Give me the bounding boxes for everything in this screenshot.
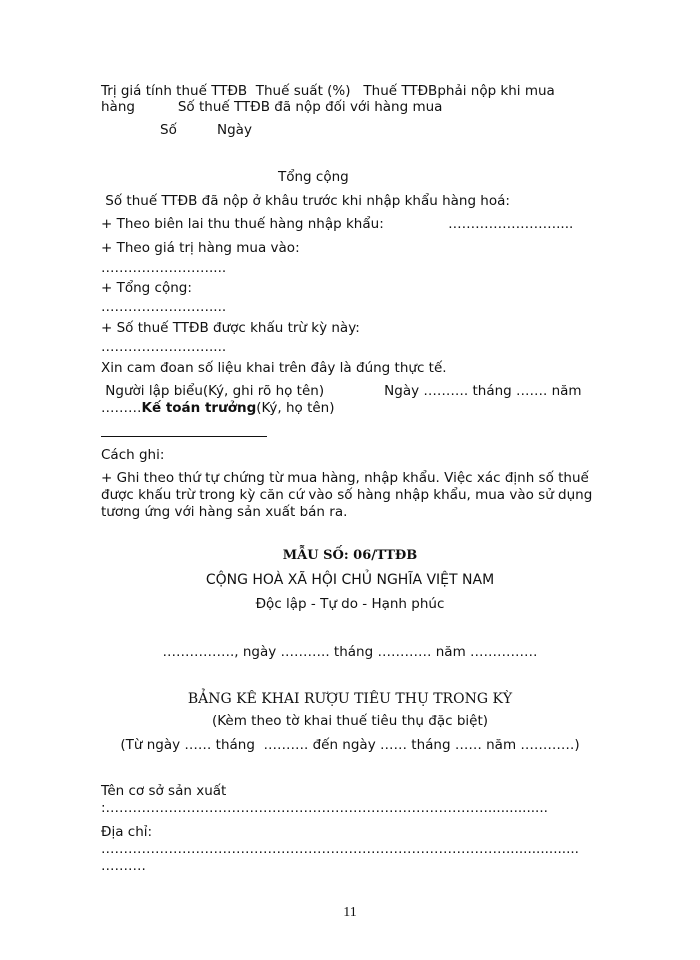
signer-line: Người lập biểu(Ký, ghi rõ họ tên) Ngày ………. tháng ……. năm <box>101 383 582 399</box>
producer-label: Tên cơ sở sản xuất <box>101 783 227 799</box>
address-label: Địa chỉ: <box>101 824 153 840</box>
accountant-line <box>101 400 335 416</box>
period-line: (Từ ngày …… tháng ………. đến ngày …… tháng …… năm …………) <box>120 737 580 753</box>
notes-line-2: được khấu trừ trong kỳ căn cứ vào số hàng nhập khẩu, mua vào sử dụng <box>101 487 593 503</box>
producer-dots: :…………………………………………………………………………............... <box>101 800 548 816</box>
tong-cong-label: Tổng cộng <box>278 169 349 185</box>
notes-line-1: + Ghi theo thứ tự chứng từ mua hàng, nhập khẩu. Việc xác định số thuế <box>101 470 589 486</box>
declaration: Xin cam đoan số liệu khai trên đây là đúng thực tế. <box>101 360 447 376</box>
item-1: + Theo biên lai thu thuế hàng nhập khẩu: …………………….... <box>101 216 574 232</box>
divider <box>101 436 267 437</box>
page-number: 11 <box>343 905 357 920</box>
col-so: Số <box>160 122 177 138</box>
form-code: MẪU SỐ: 06/TTĐB <box>282 548 418 563</box>
header-line-1: Trị giá tính thuế TTĐB Thuế suất (%) Thuế TTĐBphải nộp khi mua <box>101 83 555 99</box>
accountant-title: Kế toán trưởng <box>141 400 257 416</box>
republic-title: CỘNG HOÀ XÃ HỘI CHỦ NGHĨA VIỆT NAM <box>205 572 495 588</box>
item-2-dots: …………………….... <box>101 260 227 276</box>
address-dots: ………………………………………………………………………………................. <box>101 841 579 857</box>
address-dots-2: ………. <box>101 858 146 874</box>
item-4-dots: …………………….... <box>101 339 227 355</box>
accountant-suffix: (Ký, họ tên) <box>256 400 335 416</box>
col-ngay: Ngày <box>217 122 252 138</box>
section-intro: Số thuế TTĐB đã nộp ở khâu trước khi nhập khẩu hàng hoá: <box>101 193 510 209</box>
document-subtitle: (Kèm theo tờ khai thuế tiêu thụ đặc biệt) <box>211 713 489 729</box>
notes-title: Cách ghi: <box>101 447 165 463</box>
date-line: ……………., ngày ……….. tháng ………… năm …………… <box>162 644 538 660</box>
motto: Độc lập - Tự do - Hạnh phúc <box>255 596 445 612</box>
item-4: + Số thuế TTĐB được khấu trừ kỳ này: <box>101 320 360 336</box>
item-3: + Tổng cộng: <box>101 280 192 296</box>
header-line-2: hàng Số thuế TTĐB đã nộp đối với hàng mua <box>101 99 443 115</box>
document-title: BẢNG KÊ KHAI RƯỢU TIÊU THỤ TRONG KỲ <box>187 691 513 707</box>
accountant-prefix: ……… <box>101 400 142 416</box>
item-3-dots: …………………….... <box>101 299 227 315</box>
item-2: + Theo giá trị hàng mua vào: <box>101 240 300 256</box>
notes-line-3: tương ứng với hàng sản xuất bán ra. <box>101 504 348 520</box>
